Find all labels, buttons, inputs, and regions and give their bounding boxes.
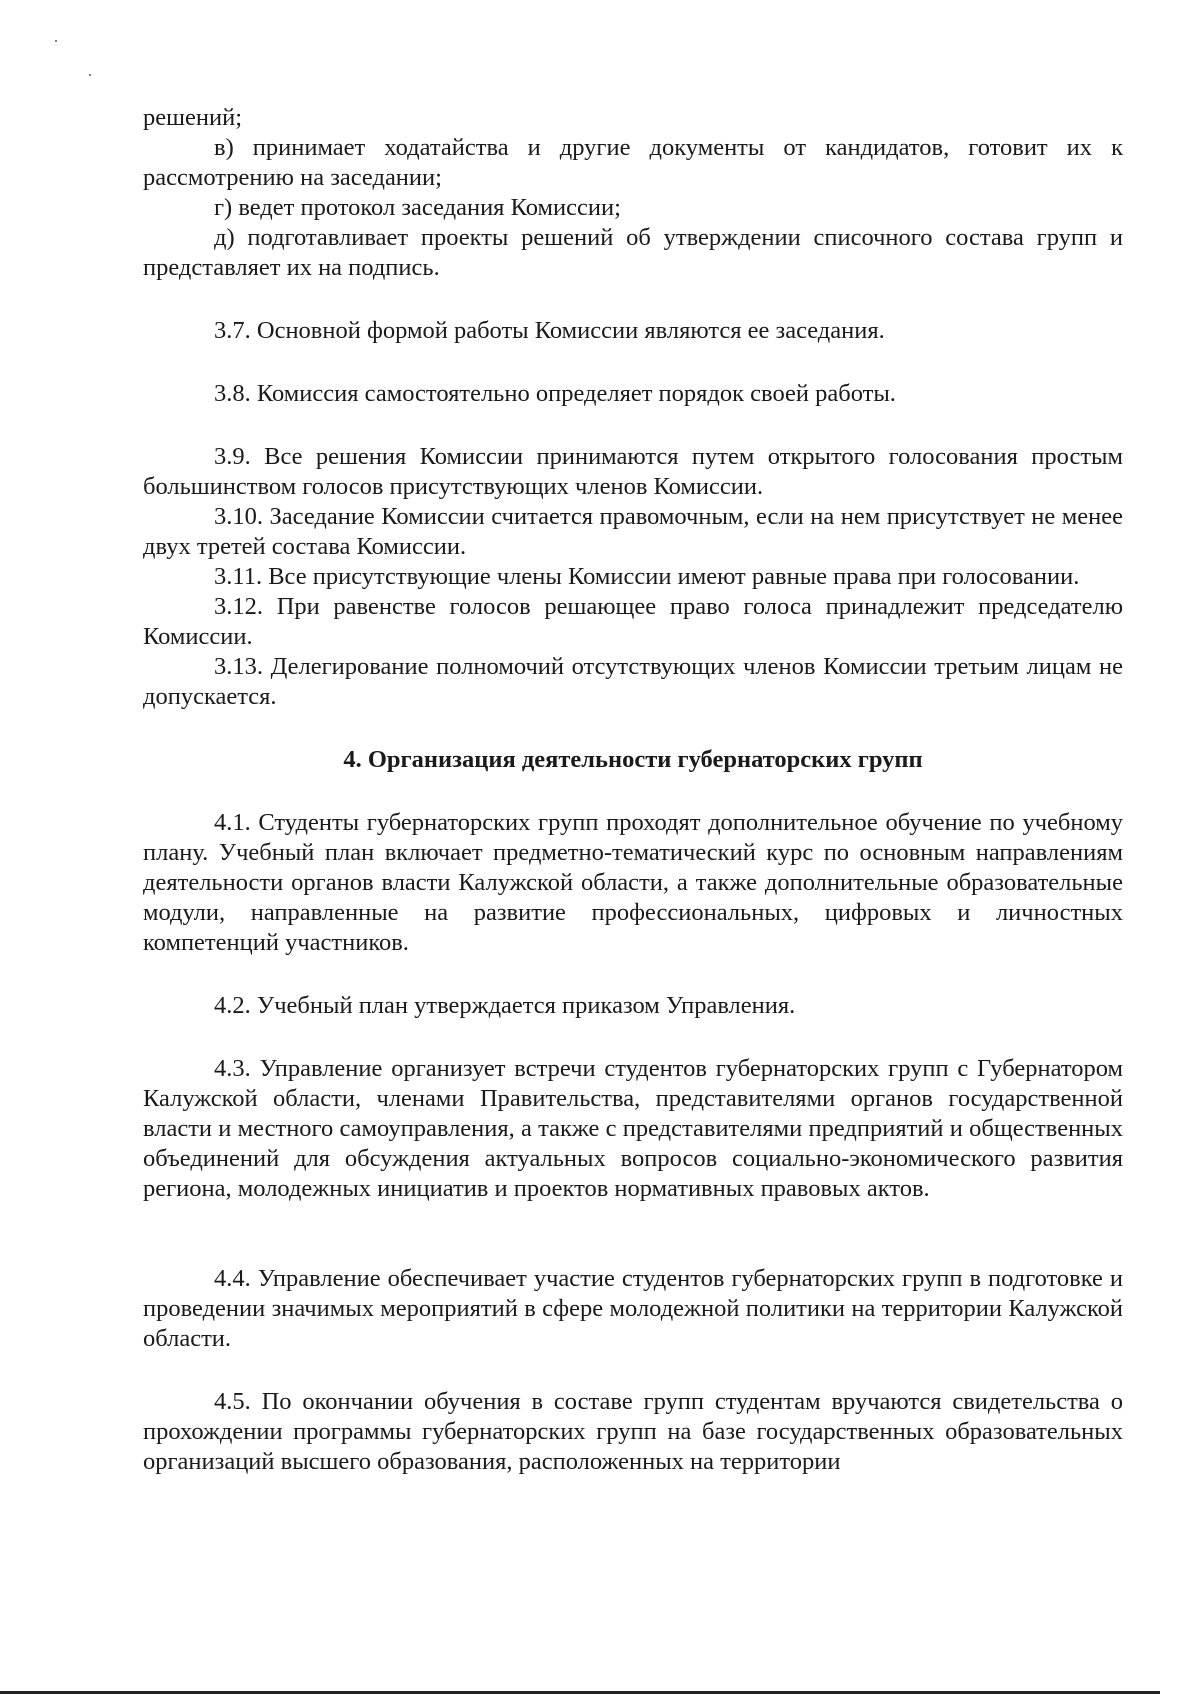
clause-3-8: 3.8. Комиссия самостоятельно определяет порядок своей работы. — [214, 380, 896, 407]
item-g: г) ведет протокол заседания Комиссии; — [214, 194, 621, 221]
clause-4-1: 4.1. Студенты губернаторских групп проходят дополнительное обучение по учебному плану. Учебный план включает предметно-тематический курс по основным направлениям деятельности органов власти Калужской области, а также дополнительные образовательные модули, направленные на развитие профессиональных, цифровых и личностных компетенций участников. — [143, 809, 1123, 956]
scan-speck — [55, 40, 57, 42]
scan-bottom-edge — [0, 1691, 1160, 1694]
clause-4-5: 4.5. По окончании обучения в составе групп студентам вручаются свидетельства о прохождении программы губернаторских групп на базе государственных образовательных организаций высшего образования, расположенных на территории — [143, 1388, 1123, 1475]
clause-3-13: 3.13. Делегирование полномочий отсутствующих членов Комиссии третьим лицам не допускается. — [143, 653, 1123, 710]
item-d: д) подготавливает проекты решений об утверждении списочного состава групп и представляет их на подпись. — [143, 224, 1123, 281]
clause-3-7: 3.7. Основной формой работы Комиссии являются ее заседания. — [214, 317, 885, 344]
paragraph-continuation: решений; — [143, 104, 243, 131]
clause-3-11: 3.11. Все присутствующие члены Комиссии имеют равные права при голосовании. — [214, 563, 1080, 590]
clause-4-3: 4.3. Управление организует встречи студентов губернаторских групп с Губернатором Калужской области, членами Правительства, представителями органов государственной власти и местного самоуправления, а также с представителями предприятий и общественных объединений для обсуждения актуальных вопросов социально-экономического развития региона, молодежных инициатив и проектов нормативных правовых актов. — [143, 1055, 1123, 1202]
clause-3-9: 3.9. Все решения Комиссии принимаются путем открытого голосования простым большинством голосов присутствующих членов Комиссии. — [143, 443, 1123, 500]
item-v: в) принимает ходатайства и другие документы от кандидатов, готовит их к рассмотрению на заседании; — [143, 134, 1123, 191]
clause-3-10: 3.10. Заседание Комиссии считается правомочным, если на нем присутствует не менее двух третей состава Комиссии. — [143, 503, 1123, 560]
document-page — [143, 103, 1123, 1477]
section-heading-4: 4. Организация деятельности губернаторских групп — [343, 746, 923, 773]
clause-3-12: 3.12. При равенстве голосов решающее право голоса принадлежит председателю Комиссии. — [143, 593, 1123, 650]
clause-4-2: 4.2. Учебный план утверждается приказом Управления. — [214, 992, 796, 1019]
scan-speck — [89, 74, 91, 76]
clause-4-4: 4.4. Управление обеспечивает участие студентов губернаторских групп в подготовке и проведении значимых мероприятий в сфере молодежной политики на территории Калужской области. — [143, 1265, 1123, 1352]
